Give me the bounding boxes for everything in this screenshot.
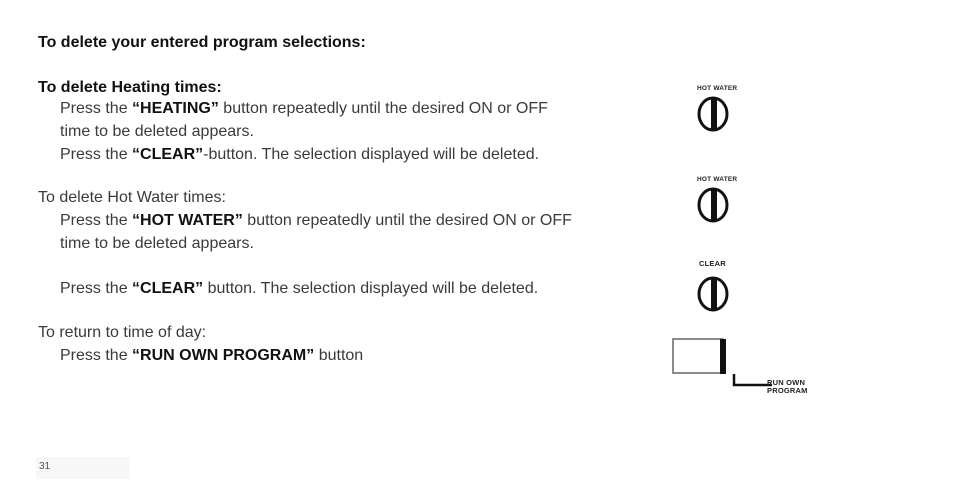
heating-step-2 (60, 146, 539, 164)
run-label-line: RUN OWN (767, 378, 806, 387)
hotwater-step-1-cont: time to be deleted appears. (60, 235, 254, 252)
button-name: “HOT WATER” (132, 212, 243, 229)
return-step (60, 347, 363, 365)
hotwater-heading: To delete Hot Water times: (38, 189, 226, 206)
page-heading: To delete your entered program selections: (38, 34, 366, 51)
hotwater-step-1 (60, 212, 572, 230)
clear-label: CLEAR (699, 259, 726, 268)
button-name: “CLEAR” (132, 280, 204, 297)
heating-step-1-cont: time to be deleted appears. (60, 123, 254, 140)
text: button. The selection displayed will be deleted. (203, 280, 539, 297)
text: Press the (60, 212, 133, 229)
hotwater-button-icon (697, 187, 729, 223)
hotwater-label-2: HOT WATER (697, 176, 738, 183)
text: -button. The selection displayed will be deleted. (203, 146, 540, 163)
run-label-line: PROGRAM (767, 386, 808, 395)
run-own-program-button-icon (672, 338, 772, 390)
text: Press the (60, 146, 133, 163)
button-name: “HEATING” (132, 100, 219, 117)
text: Press the (60, 280, 133, 297)
hotwater-label-1: HOT WATER (697, 85, 738, 92)
heating-heading: To delete Heating times: (38, 79, 222, 96)
page-number: 31 (39, 461, 51, 472)
return-heading: To return to time of day: (38, 324, 207, 341)
text: Press the (60, 100, 133, 117)
text: button repeatedly until the desired ON or OFF (242, 212, 572, 229)
text: button repeatedly until the desired ON or OFF (218, 100, 548, 117)
button-name: “RUN OWN PROGRAM” (132, 347, 315, 364)
run-own-program-label (767, 379, 808, 395)
clear-button-icon (697, 276, 729, 312)
heating-step-1 (60, 100, 548, 118)
text: Press the (60, 347, 133, 364)
button-name: “CLEAR” (132, 146, 204, 163)
hotwater-step-2 (60, 280, 538, 298)
hotwater-button-icon (697, 96, 729, 132)
text: button (314, 347, 364, 364)
